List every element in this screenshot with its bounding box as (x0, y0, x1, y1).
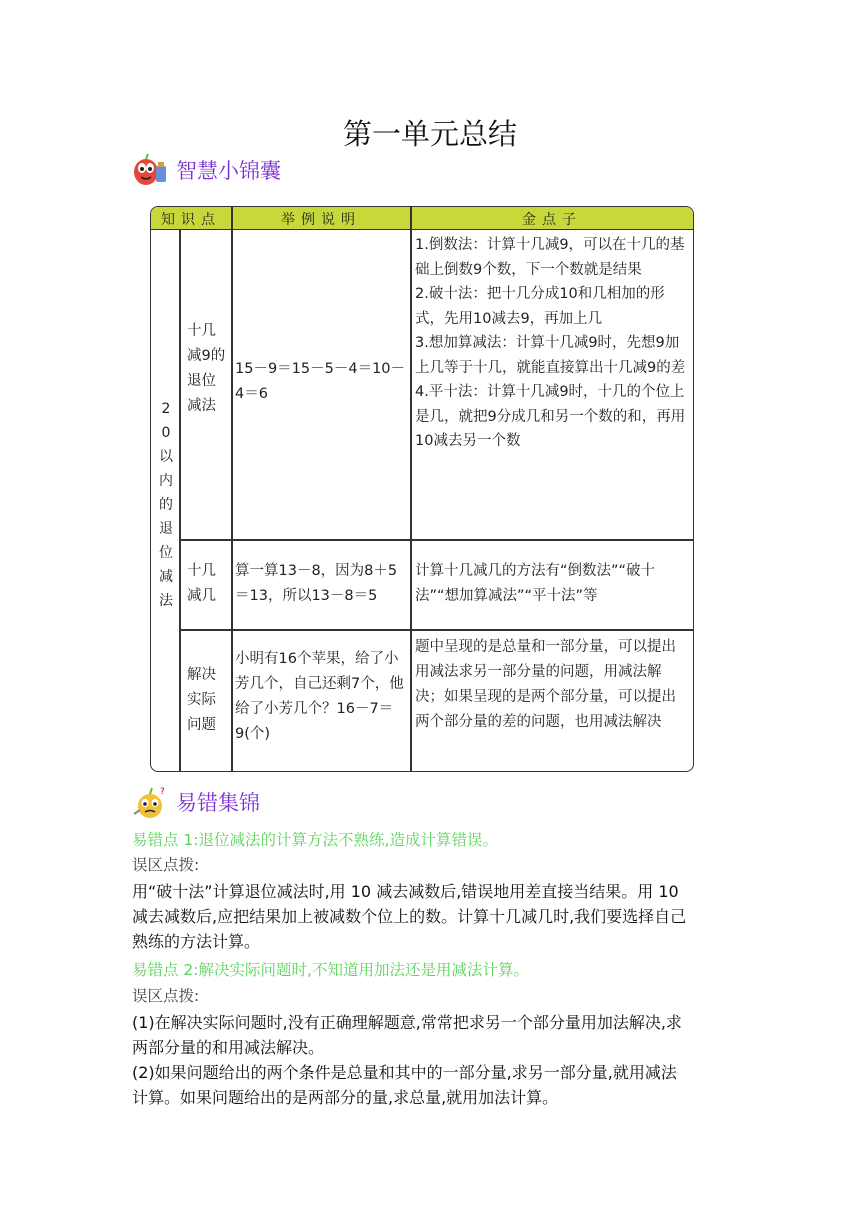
header-cell: 知识点 (161, 212, 221, 228)
header-cell: 举例说明 (281, 212, 361, 228)
text-line: 熟练的方法计算。 (132, 932, 261, 951)
subtopic-cell: 十几减9的退位减法 (187, 323, 226, 414)
svg-text:?: ? (160, 787, 165, 797)
text-line: 减去减数后,应把结果加上被减数个位上的数。计算十几减几时,我们要选择自己 (132, 907, 687, 926)
error-explanation (132, 879, 732, 954)
tips-cell (415, 233, 689, 454)
section-heading-tips (130, 152, 281, 188)
section-heading-label: 易错集锦 (176, 791, 260, 815)
text-line: 用“破十法”计算退位减法时,用 10 减去减数后,错误地用差直接当结果。用 10 (132, 882, 679, 901)
tip-line: 3.想加算减法：计算十几减9时，先想9加上几等于十几，就能直接算出十几减9的差 (415, 335, 686, 376)
text-line: (2)如果问题给出的两个条件是总量和其中的一部分量,求另一部分量,就用减法 (132, 1063, 677, 1082)
example-cell: 算一算13－8，因为8＋5＝13，所以13－8＝5 (235, 563, 398, 604)
confused-apple-icon (130, 784, 170, 820)
tip-line: 4.平十法：计算十几减9时，十几的个位上是几，就把9分成几和另一个数的和，再用10减去另一个数 (415, 384, 686, 449)
error-title: 易错点 1:退位减法的计算方法不熟练,造成计算错误。 (132, 831, 498, 849)
apple-character-icon (130, 152, 170, 188)
text-line: 计算。如果问题给出的是两部分的量,求总量,就用加法计算。 (132, 1088, 559, 1107)
knowledge-table (150, 206, 694, 772)
hint-label: 误区点拨: (132, 856, 200, 874)
page-title: 第一单元总结 (342, 117, 517, 151)
tips-cell: 题中呈现的是总量和一部分量，可以提出用减法求另一部分量的问题，用减法解决；如果呈现的是两个部分量，可以提出两个部分量的差的问题，也用减法解决 (415, 639, 676, 730)
section-heading-mistakes (130, 784, 260, 820)
subtopic-cell: 十几减几 (187, 563, 216, 604)
tip-line: 1.倒数法：计算十几减9，可以在十几的基础上倒数9个数，下一个数就是结果 (415, 237, 685, 278)
error-title: 易错点 2:解决实际问题时,不知道用加法还是用减法计算。 (132, 961, 529, 979)
subtopic-cell: 解决实际问题 (187, 667, 216, 733)
error-explanation (132, 1010, 732, 1110)
text-line: (1)在解决实际问题时,没有正确理解题意,常常把求另一个部分量用加法解决,求 (132, 1013, 682, 1032)
hint-label: 误区点拨: (132, 987, 200, 1005)
text-line: 两部分量的和用减法解决。 (132, 1038, 325, 1057)
tips-cell: 计算十几减几的方法有“倒数法”“破十法”“想加算减法”“平十法”等 (415, 563, 656, 604)
header-cell: 金点子 (522, 212, 582, 228)
topic-label: 20以内的退位减法 (159, 401, 173, 609)
tip-line: 2.破十法：把十几分成10和几相加的形式，先用10减去9，再加上几 (415, 286, 665, 327)
example-cell: 小明有16个苹果，给了小芳几个，自己还剩7个，他给了小芳几个？16－7＝9(个) (235, 651, 404, 742)
example-cell: 15－9＝15－5－4＝10－4＝6 (235, 361, 406, 402)
section-heading-label: 智慧小锦囊 (176, 159, 281, 183)
